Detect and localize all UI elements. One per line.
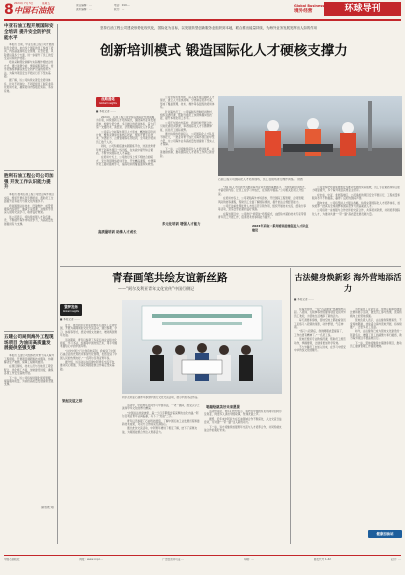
left-body-3: 本报讯 五建公司组织技术骨干深入海外工程现场，开展项目调研和技术服务，协调解决生产难题，保障工程顺利推进。 在项目现场，技术人员与当地员工紧密配合，优化施工方案，加快建设进度，确保各项工作安全高效开展。 下一步，该公司将持续强化现场管理，提高服务质量，为油田高质量发展提供坚强支撑。 bbox=[4, 354, 54, 387]
page-number: 8 bbox=[4, 2, 14, 18]
footer-item-4: 印刷：… bbox=[243, 558, 255, 561]
footer-item-6: 定价：… bbox=[390, 558, 401, 561]
section-en: Global Business bbox=[294, 4, 325, 8]
lead-subhead-3: 2024年采取一系列培训措施促进人才队伍建设 bbox=[252, 224, 309, 232]
lead-body-col-3: “我们将人才培养作为推动海外业务发展的重要抓手，不断创新培训形式，丰富培训内容，让员工在学习中成长，在实践中提高。”公司相关负责人介绍说。 在培训内容上，公司紧贴海外市场需求，开设国际工程管理、合同管理、风险防控等课程，帮助员工全面了解国际规则，提升依法合规经营能力。 公司还注重发挥优秀人才的示范引领作用，组织开展技术交流、经验分享等活动，营造比学赶超的良好氛围。 在海外项目中，公司推行“师带徒”培养模式，由经验丰富的技术专家带领青年员工开展工作，促进技术传承和能力提升。 bbox=[218, 186, 308, 220]
culture-photo-illustration bbox=[122, 300, 282, 394]
masthead-editor-3: 美术编辑：… bbox=[76, 8, 92, 11]
culture-logo-en: Global Insights bbox=[62, 310, 80, 313]
masthead-date: 2024年 7月 5日 bbox=[14, 2, 34, 5]
right-story-byline: ■ 本报记者 …… bbox=[294, 298, 314, 301]
left-headline-2: 胜利石油工程公司公司加强 开发工作认识能力提升 bbox=[4, 173, 54, 191]
right-story-body-1: 在海外营地，一股“古法健身”热潮悄然兴起。八段锦、太极拳等传统健身项目受到中外员工欢迎，为营地生活增添了新的活力。 每天清晨和傍晚，营地空地上都能看到员工们练习八段锦的身影，动作舒展，气定神闲。 “练习八段锦后，我的睡眠质量提高了，工作也更有精神了。”一名员工说。 营地还组织专业教练授课，帮助员工规范动作，掌握要领，让健身更加科学有效。 不少外籍员工也加入进来，在学习中感受中华传统文化的魅力。 bbox=[294, 308, 346, 353]
footer-item-5: 邮发代号 1-42 bbox=[313, 558, 331, 561]
footer-item-2: 网址：www.cnpc… bbox=[79, 558, 103, 561]
lead-subhead-1: 高质量培训 助推人才成长 bbox=[98, 229, 156, 234]
lead-deck: 坚持石油工程公司建设形势化现代化，国际化为目标，以发展转型创新服务业组织到本地，联合推出能量持续，为海外业务发展发挥出人如的作用 bbox=[100, 26, 317, 30]
culture-body-col-3: 活动结束时，青年们纷纷表示，将把在中国的所见所闻带回阿尔及利亚，向更多人讲述中国故事，传递友谊之声。 据悉，近年来中阿双方在石油领域合作不断深化，人文交流日益密切，为共建“一带一路”注入新的动力。 下一步，双方将继续加强青年交流与人才培养合作，共同绘就友谊合作的美好未来。 bbox=[204, 410, 282, 433]
culture-logo bbox=[60, 304, 82, 316]
right-story-title: 古法健身焕新彩 海外营地添活力 bbox=[294, 273, 402, 293]
lead-photo bbox=[218, 96, 402, 176]
culture-body-col-2: 活动中，中阿青年共同学习中国书法，一笔一画间，感受汉字之美和中华文化的博大精深。 “中国书法非常神奇，每一个汉字都蕴含着深厚的文化内涵。”阿尔及利亚青年认真临摹，写下了“友谊”二字。 青年们还参观了石油科技展馆，了解中国石油工业发展历程和最新技术成果，对双方合作前景充满信心。 通过此次交流活动，中阿青年增进了相互了解，结下了深厚友谊，为两国能源合作注入青春活力。 bbox=[122, 404, 200, 434]
right-story-logo-cn: 健康加油站 bbox=[376, 532, 394, 536]
paper-name: 中国石油报 bbox=[14, 6, 54, 15]
left-rule-2 bbox=[4, 331, 54, 332]
left-body-1: 本报讯 日前，中亚石油工程公司开展国际安全培训，来自多个国家的员工参加了培训，内容涵盖现场安全管理、应急处置、风险辨识等多个方面，进一步提升了员工的安全意识和防护技能。 培训采取理论讲解与实际操作相结合的方式，通过案例分析、情景模拟等形式，使学员熟练掌握各类安全防护设备的使用方法，为海外项目安全平稳运行打下坚实基础。 据了解，该公司持续完善安全培训体系，针对不同岗位、不同层级员工制定差异化培训方案，确保培训内容贴近实际、务实有效。 bbox=[4, 43, 54, 93]
left-body-2: 本报讯 胜利石油工程公司结合海外项目实际，组织开展系列专题培训，帮助员工全面提升业务能力与跨文化沟通水平。 培训围绕钻井技术、设备维护、质量管理等内容展开，邀请专家授课，并组织学员深入现场交流学习，取得良好效果。 该公司表示，将持续加强人才队伍建设，不断提升海外市场竞争力，为高质量发展提供有力支撑。 bbox=[4, 193, 54, 226]
lead-body-col-2: 公司坚持需求导向，深入海外项目调研人才现状，建立人才需求清单，分类制定培养方案，形成了覆盖管理、技术、操作等各层级的培训体系。 针对海外员工，公司编制多语种培训教材，组织双语授课，帮助当地员工快速掌握岗位技能，提升本地化用工水平。 公司还与国内外高校、培训机构开展合作，引进优质培训资源，举办国际化人才专题研修班，拓宽员工国际视野。 通过持续的培训投入，公司国际化人才队伍不断壮大，一批业务骨干成长为海外项目的中坚力量，为公司海外业务高质量发展提供了坚实人才保障。 下一步，公司将继续深化人才培训改革，完善激励机制，推动国际化人才培养工作再上新台阶。 bbox=[160, 96, 215, 158]
footer-item-1: 中国石油报社 bbox=[4, 558, 20, 561]
footer-bar bbox=[4, 558, 401, 568]
right-story-divider bbox=[290, 268, 291, 544]
left-headline-3: 五建公司局到海外工程现场项目 为油田高质量发展提供坚强支撑 bbox=[4, 334, 54, 352]
masthead-weekday: 星期五 bbox=[42, 2, 50, 5]
column-title: 环球导刊 bbox=[324, 2, 401, 16]
masthead-editor-2: 电话：010-… bbox=[114, 4, 131, 7]
lead-title: 创新培训模式 锻造国际化人才硬核支撑力 bbox=[100, 43, 348, 59]
lead-logo-cn: 丝路漫笔 bbox=[101, 97, 115, 101]
culture-logo-cn: 寰梦发扬 bbox=[64, 305, 78, 309]
right-story-body-2: 为丰富员工业余生活，营地定期举办健身比赛和展示活动，激发员工参与热情，营造积极向上的营地氛围。 营地负责人表示，古法健身简便易学，不受场地限制，非常适合海外营地开展，将持续推广，让更多员工受益。 如今，古法健身已成为营地文化建设的一张新名片，增强了员工的凝聚力和归属感，助力海外项目平稳高效运行。 下一步，营地将继续丰富健身项目，推动员工健康管理工作提质增效。 bbox=[350, 308, 402, 349]
lead-bottom-rule bbox=[60, 266, 401, 267]
lead-subhead-2: 多元化培训 增强人才能力 bbox=[162, 221, 216, 226]
masthead-editor-4: 版式：… bbox=[114, 8, 125, 11]
left-column-divider bbox=[57, 24, 58, 544]
masthead bbox=[4, 3, 401, 19]
footer-rule bbox=[4, 555, 401, 556]
left-column bbox=[4, 24, 54, 544]
culture-subhead-2: 笔端绘就美好未来愿景 bbox=[206, 405, 240, 409]
left-rule-1 bbox=[4, 170, 54, 171]
lead-photo-caption: 石油工程公司国际化人才培养现场，员工在现场进行操作训练。 供图 bbox=[218, 178, 303, 181]
culture-subhead-1: 架起友谊之桥 bbox=[62, 398, 118, 403]
culture-title: 青春画笔共绘友谊新丝路 bbox=[112, 272, 228, 284]
left-headline-1: 中亚石油工程开展国际安全培训 提升安全防护技能水平 bbox=[4, 24, 54, 41]
masthead-editor-1: 责任编辑：… bbox=[76, 4, 92, 7]
culture-subtitle: ——“阿尔及利亚青年文化宣传”中国行侧记 bbox=[118, 286, 195, 291]
right-story-logo bbox=[368, 530, 402, 538]
culture-photo bbox=[122, 300, 282, 394]
culture-body-col-1: 近日，来自阿尔及利亚的青年石油员工走进中国，开展为期两周的文化交流活动，通过参观、学习、体验等形式，感受中国文化魅力，增进两国青年友谊。 活动期间，青年们参观了多家石油企业和文化场馆，学习书法、绘画等中国传统艺术，用手中画笔描绘心中的中国印象。 “这次中国之行让我印象深刻，我看到了中国石油企业的先进技术和现代化管理，也感受到了中国人民的热情友好。”一名阿尔及利亚青年说。 据介绍，该活动旨在搭建中阿青年交流平台，推动民心相通，为深化两国能源合作奠定坚实基础。 bbox=[60, 324, 118, 371]
lead-logo-en: Global Insights bbox=[99, 102, 117, 105]
lead-logo bbox=[96, 97, 120, 107]
section-cn: 境外经营 bbox=[294, 9, 313, 14]
culture-photo-caption: 阿尔及利亚石油青年参加中国行文化交流活动，展示中国书法作品。 bbox=[122, 396, 200, 399]
right-story bbox=[294, 268, 402, 546]
footer-item-3: 广告经营许可证 … bbox=[162, 558, 185, 561]
lead-body-col-4: 公司坚持把培训成果转化为推动发展的实际成效，员工专业素质和综合能力明显提升，多个海外项目获得业主好评。 在中东、中亚、非洲等地区，公司承担的项目安全平稳运行，工程质量和服务水平不断提高，赢得了良好的国际声誉。 面向未来，公司将坚持人才强企战略，持续完善国际化人才培养体系，加快培养一批具有全球视野和国际竞争力的高素质人才。 公司将进一步加强与合作伙伴的交流合作，共享培训资源，共同培养国际化人才，为推动共建“一带一路”高质量发展贡献力量。 bbox=[312, 186, 400, 216]
section-label bbox=[294, 4, 324, 14]
culture-section bbox=[60, 268, 285, 546]
masthead-rule bbox=[4, 19, 401, 21]
left-footer: (新加坡 刘) bbox=[40, 506, 54, 510]
lead-byline: ■ 本报记者 …… bbox=[96, 110, 116, 113]
lead-photo-illustration bbox=[218, 96, 402, 176]
culture-byline: ■ 本报记者 …… bbox=[60, 318, 80, 321]
lead-body-col-1: 2024年，石油工程公司坚持以国际化发展战略为引领，持续创新人才培养模式，围绕海外业务发展需求，构建分层分类、多元融合的培训体系，着力打造一支懂技术、善经营、会管理的国际化人才队伍。 公司深入分析海外项目人才需求，精准制定培训计划，聚焦关键岗位和核心技能，组织开展专业技术、外语能力、合规管理等系列培训，全年累计培训员工数千人次。 同时，公司积极搭建实践锻炼平台，选派优秀青年骨干赴海外项目一线历练，在实战中提升综合素质，不断夯实国际化人才基础。 在培训方式上，公司推行线上线下相结合的模式，充分利用网络培训平台，开发精品课程，方便海外员工随时随地学习，提高培训的覆盖面和实效性。 bbox=[96, 116, 156, 167]
